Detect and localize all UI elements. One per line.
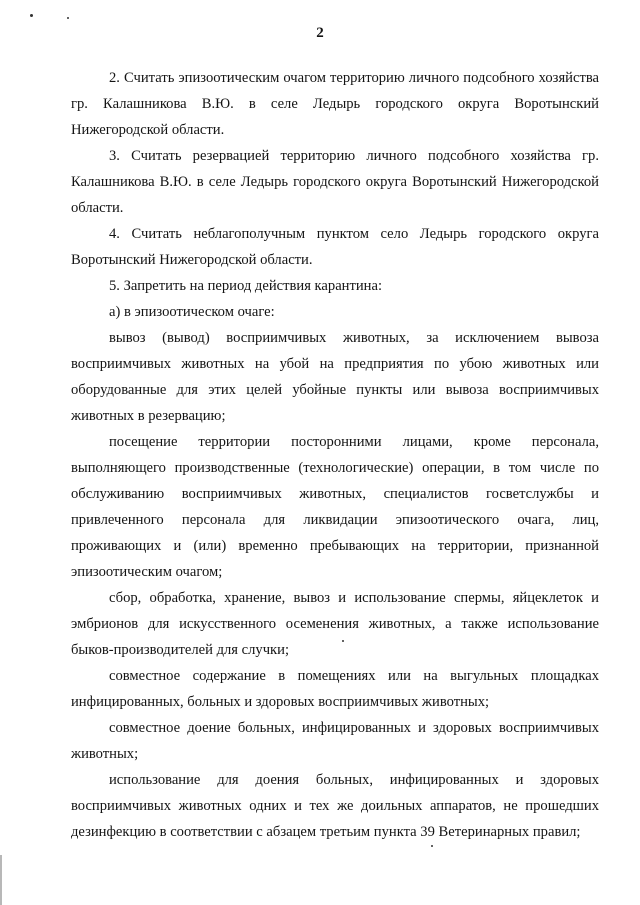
paragraph: 2. Считать эпизоотическим очагом территорию личного подсобного хозяйства гр. Калашникова В.Ю. в селе Ледырь городского округа Воротынский Нижегородской области. — [71, 70, 599, 138]
scan-edge-line — [0, 855, 2, 905]
page-number: 2 — [316, 25, 324, 41]
paragraph: 3. Считать резервацией территорию личного подсобного хозяйства гр. Калашникова В.Ю. в селе Ледырь городского округа Воротынский Нижегородской области. — [71, 148, 599, 216]
paragraph: 4. Считать неблагополучным пунктом село Ледырь городского округа Воротынский Нижегородской области. — [71, 226, 599, 268]
scan-speck — [67, 17, 69, 19]
paragraph: посещение территории посторонними лицами, кроме персонала, выполняющего производственные (технологические) операции, в том числе по обслуживанию восприимчивых животных, специалистов госветслужбы и привлеченного персонала для ликвидации эпизоотического очага, лиц, проживающих и (или) временно пребывающих на территории, признанной эпизоотическим очагом; — [71, 434, 599, 580]
paragraph: использование для доения больных, инфицированных и здоровых восприимчивых животных одних и тех же доильных аппаратов, не прошедших дезинфекцию в соответствии с абзацем третьим пункта 39 Ветеринарных правил; — [71, 772, 599, 840]
scan-speck — [431, 845, 433, 847]
scan-speck — [30, 14, 33, 17]
paragraph: совместное содержание в помещениях или на выгульных площадках инфицированных, больных и здоровых восприимчивых животных; — [71, 668, 599, 710]
paragraph: вывоз (вывод) восприимчивых животных, за исключением вывоза восприимчивых животных на убой на предприятия по убою животных или оборудованные для этих целей убойные пункты или вывоза восприимчивых животных в резервацию; — [71, 330, 599, 424]
paragraph: а) в эпизоотическом очаге: — [109, 304, 275, 320]
paragraph: 5. Запретить на период действия карантина: — [109, 278, 383, 294]
document-body — [71, 65, 599, 845]
paragraph: сбор, обработка, хранение, вывоз и использование спермы, яйцеклеток и эмбрионов для искусственного осеменения животных, а также использование быков-производителей для случки; — [71, 590, 599, 658]
paragraph: совместное доение больных, инфицированных и здоровых восприимчивых животных; — [71, 720, 599, 762]
